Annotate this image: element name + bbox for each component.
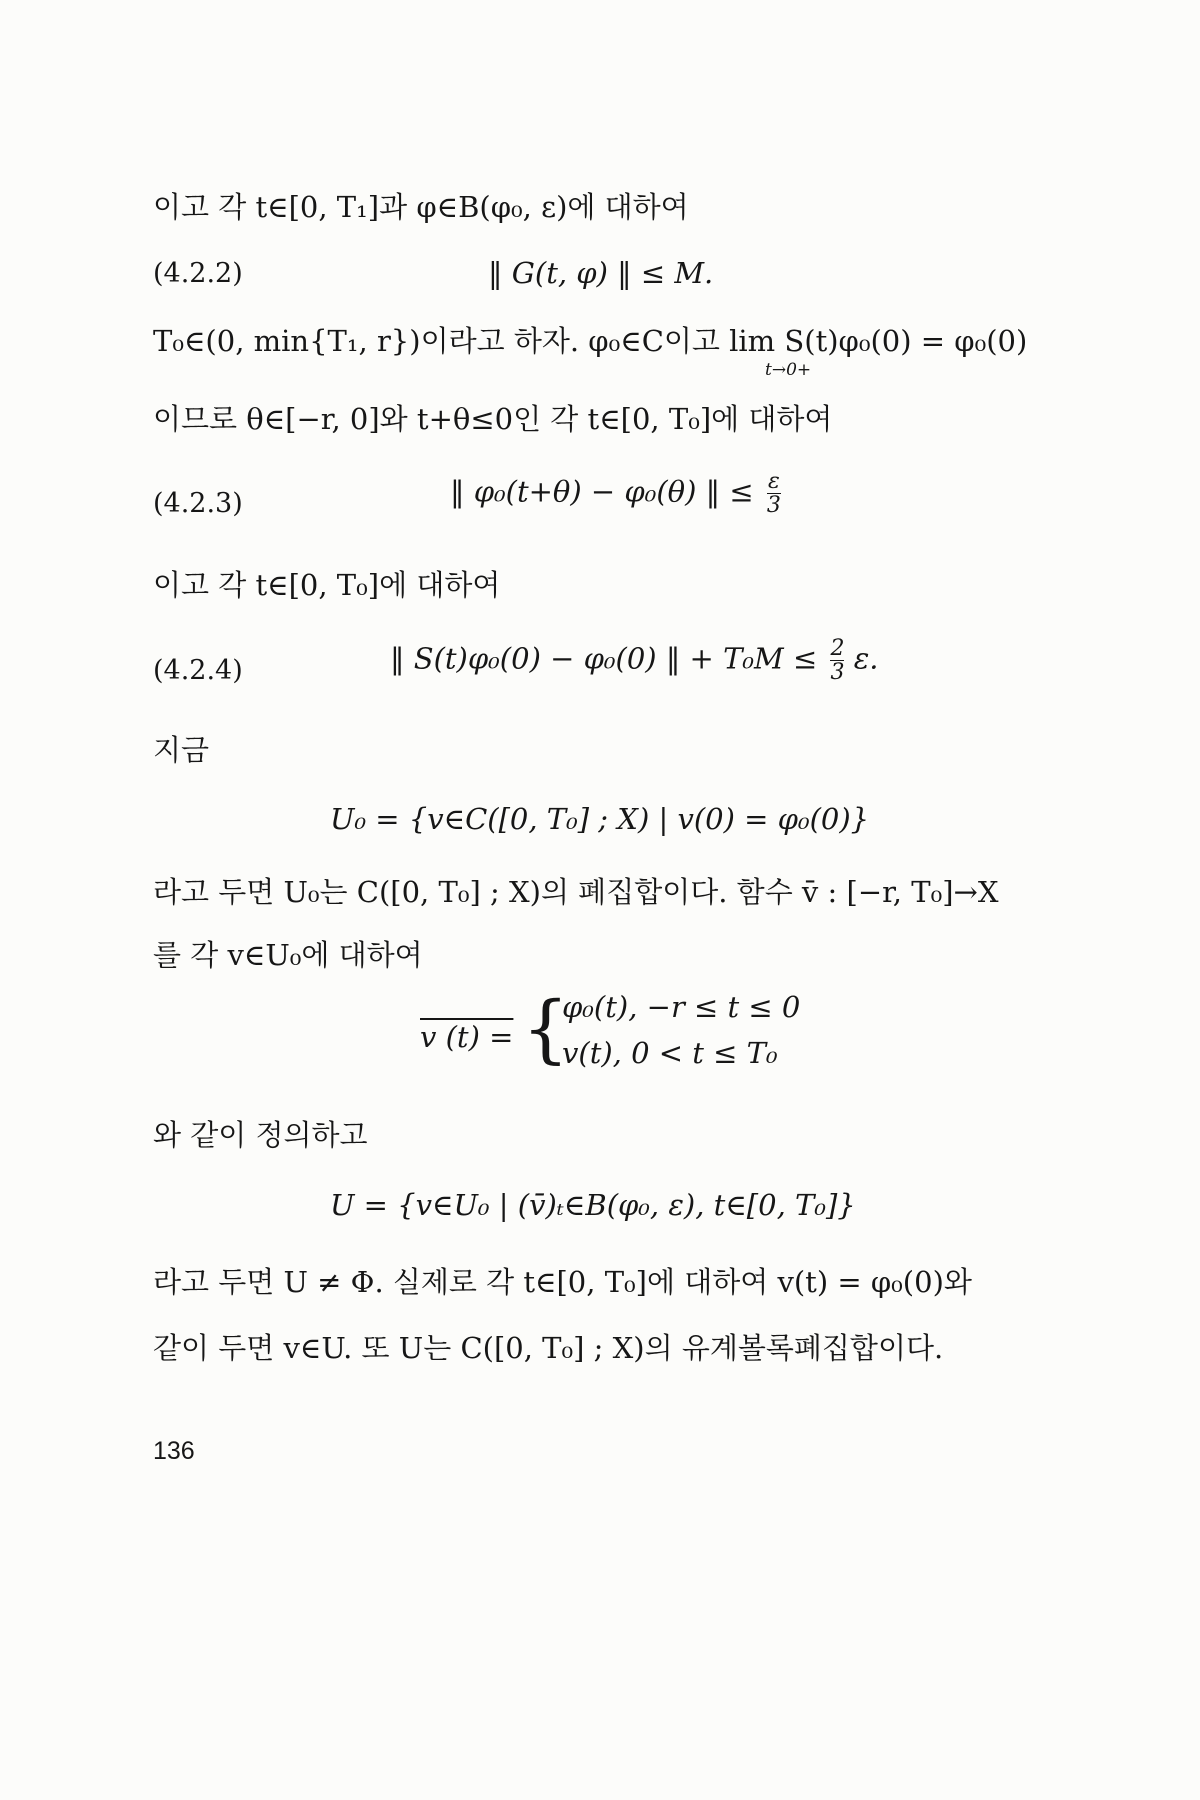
text-line-9: 와 같이 정의하고 bbox=[153, 1118, 368, 1152]
piecewise-lhs bbox=[420, 1020, 513, 1055]
text-line-6: 지금 bbox=[153, 733, 210, 767]
text-line-11: 같이 두면 v∈U. 또 U는 C([0, T₀] ; X)의 유계볼록폐집합이다. bbox=[153, 1331, 944, 1365]
fraction-numerator: ε bbox=[768, 469, 780, 494]
text-line-1: 이고 각 t∈[0, T₁]과 φ∈B(φ₀, ε)에 대하여 bbox=[153, 190, 689, 224]
text-line-3: T₀∈(0, min{T₁, r})이라고 하자. φ₀∈C이고 lim S(t)φ₀(0) = φ₀(0) bbox=[153, 324, 1028, 358]
equation-4-2-3-body: ‖ φ₀(t+θ) − φ₀(θ) ‖ ≤ bbox=[450, 474, 754, 509]
equation-4-2-4 bbox=[390, 637, 878, 684]
fraction-eps-over-3 bbox=[767, 470, 781, 517]
piecewise-lhs-text: v (t) = bbox=[420, 1020, 514, 1054]
equation-U-definition: U = {v∈U₀ | (v̄)ₜ∈B(φ₀, ε), t∈[0, T₀]} bbox=[330, 1188, 856, 1222]
fraction-numerator: 2 bbox=[830, 636, 845, 661]
equation-number-4-2-2: (4.2.2) bbox=[153, 258, 243, 289]
equation-4-2-4-tail: ε. bbox=[853, 641, 879, 676]
text-line-4: 이므로 θ∈[−r, 0]와 t+θ≤0인 각 t∈[0, T₀]에 대하여 bbox=[153, 402, 833, 436]
text-line-10: 라고 두면 U ≠ Φ. 실제로 각 t∈[0, T₀]에 대하여 v(t) = φ₀(0)와 bbox=[153, 1265, 972, 1299]
equation-number-4-2-3: (4.2.3) bbox=[153, 488, 243, 519]
limit-subscript: t→0+ bbox=[765, 360, 812, 380]
page-number: 136 bbox=[153, 1437, 195, 1465]
text-line-5: 이고 각 t∈[0, T₀]에 대하여 bbox=[153, 568, 501, 602]
left-brace: { bbox=[522, 986, 570, 1072]
fraction-denominator: 3 bbox=[766, 493, 781, 519]
fraction-2-over-3 bbox=[830, 637, 844, 684]
piecewise-row-1: φ₀(t), −r ≤ t ≤ 0 bbox=[562, 990, 801, 1024]
text-line-7: 라고 두면 U₀는 C([0, T₀] ; X)의 폐집합이다. 함수 v̄ : [−r, T₀]→X bbox=[153, 875, 999, 909]
equation-number-4-2-4: (4.2.4) bbox=[153, 655, 243, 686]
piecewise-row-2: v(t), 0 < t ≤ T₀ bbox=[562, 1036, 778, 1070]
equation-4-2-3 bbox=[450, 470, 781, 517]
equation-U0-definition: U₀ = {v∈C([0, T₀] ; X) | v(0) = φ₀(0)} bbox=[330, 802, 870, 836]
equation-4-2-4-body: ‖ S(t)φ₀(0) − φ₀(0) ‖ + T₀M ≤ bbox=[390, 641, 818, 676]
fraction-denominator: 3 bbox=[830, 660, 845, 686]
equation-4-2-2: ‖ G(t, φ) ‖ ≤ M. bbox=[488, 256, 714, 290]
text-line-8: 를 각 v∈U₀에 대하여 bbox=[153, 938, 423, 972]
